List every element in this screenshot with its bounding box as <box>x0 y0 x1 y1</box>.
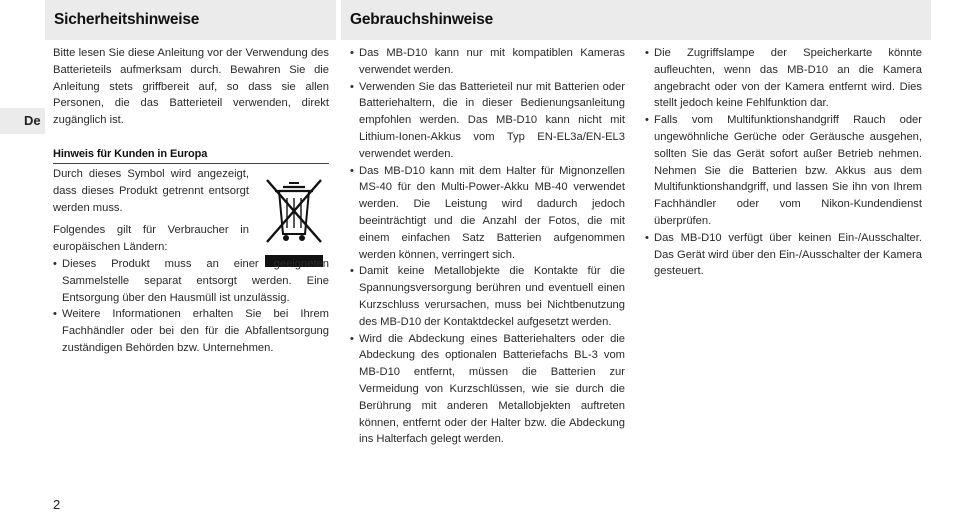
usage-bullet-list-2 <box>645 45 922 280</box>
language-tab <box>0 108 45 134</box>
list-item: • Damit keine Metallobjekte die Kontakte für die Spannungsversorgung berühren und eventuell einen Kurzschluss verursachen, muss bei Nichtbenutzung des MB-D10 der Kontaktdeckel aufgesetzt werden. <box>350 263 625 330</box>
usage-column-2 <box>645 45 922 280</box>
list-item: • Weitere Informationen erhalten Sie bei Ihrem Fachhändler oder bei den für die Abfallentsorgung zuständigen Behörden bzw. Unternehmen. <box>53 306 329 356</box>
list-item: • Falls vom Multifunktionshandgriff Rauch oder ungewöhnliche Gerüche oder Geräusche ausgehen, sollten Sie das Gerät sofort außer Betrieb nehmen. Nehmen Sie die Batterien bzw. Akkus aus dem Multifunktionshandgriff, und lassen Sie ihn von Ihrem Fachhändler oder vom Nikon-Kundendienst überprüfen. <box>645 112 922 230</box>
usage-column-1 <box>350 45 625 448</box>
safety-column <box>53 45 329 357</box>
list-item: • Dieses Produkt muss an einer geeigneten Sammelstelle separat entsorgt werden. Eine Entsorgung über den Hausmüll ist unzulässig. <box>53 256 329 306</box>
symbol-explanation: Durch dieses Symbol wird angezeigt, dass dieses Produkt getrennt entsorgt werden muss. <box>53 167 249 214</box>
list-item: • Das MB-D10 kann nur mit kompatiblen Kameras verwendet werden. <box>350 45 625 79</box>
list-item: • Das MB-D10 verfügt über keinen Ein-/Ausschalter. Das Gerät wird über den Ein-/Ausschalter der Kamera gesteuert. <box>645 230 922 280</box>
disposal-bullet-list <box>53 256 329 357</box>
consumer-notice: Folgendes gilt für Verbraucher in europäischen Ländern: <box>53 224 249 254</box>
page-number: 2 <box>53 497 61 512</box>
europe-notice-body <box>53 166 329 357</box>
list-item: • Wird die Abdeckung eines Batteriehalters oder die Abdeckung des optionalen Batteriefachs BL-3 vom MB-D10 entfernt, müssen die Batterien zur Vermeidung von Kurzschlüssen, wie sie durch die Berührung mit anderen Metallobjekten auftreten können, entfernt oder der Halter bzw. die Abdeckung ins Halterfach gelegt werden. <box>350 331 625 449</box>
usage-bullet-list-1 <box>350 45 625 448</box>
safety-header-bar <box>45 0 336 40</box>
language-tab-label: De <box>24 113 41 128</box>
list-item: • Verwenden Sie das Batterieteil nur mit Batterien oder Batteriehaltern, die in dieser Bedienungsanleitung empfohlen werden. Das MB-D10 kann nicht mit Lithium-Ionen-Akkus vom Typ EN-EL3a/EN-EL3 verwendet werden. <box>350 79 625 163</box>
safety-section-title: Sicherheitshinweise <box>54 11 200 28</box>
usage-header-bar <box>341 0 931 40</box>
usage-section-title: Gebrauchshinweise <box>350 11 494 28</box>
list-item: • Die Zugriffslampe der Speicherkarte könnte aufleuchten, wenn das MB-D10 an die Kamera angebracht oder von der Kamera entfernt wird. Dies stellt jedoch keine Fehlfunktion dar. <box>645 45 922 112</box>
list-item: • Das MB-D10 kann mit dem Halter für Mignonzellen MS-40 für den Multi-Power-Akku MB-40 verwendet werden. Die Leistung wird dadurch jedoch beeinträchtigt und die Anzahl der Fotos, die mit einem einfachen Satz Batterien aufgenommen werden können, verringert sich. <box>350 163 625 264</box>
europe-notice-heading: Hinweis für Kunden in Europa <box>53 147 329 164</box>
safety-intro-paragraph: Bitte lesen Sie diese Anleitung vor der Verwendung des Batterieteils aufmerksam durch. Bewahren Sie die Anleitung stets griffbereit auf, so dass sie allen Personen, die das Batterieteil verwenden, direkt zugänglich ist. <box>53 47 329 127</box>
